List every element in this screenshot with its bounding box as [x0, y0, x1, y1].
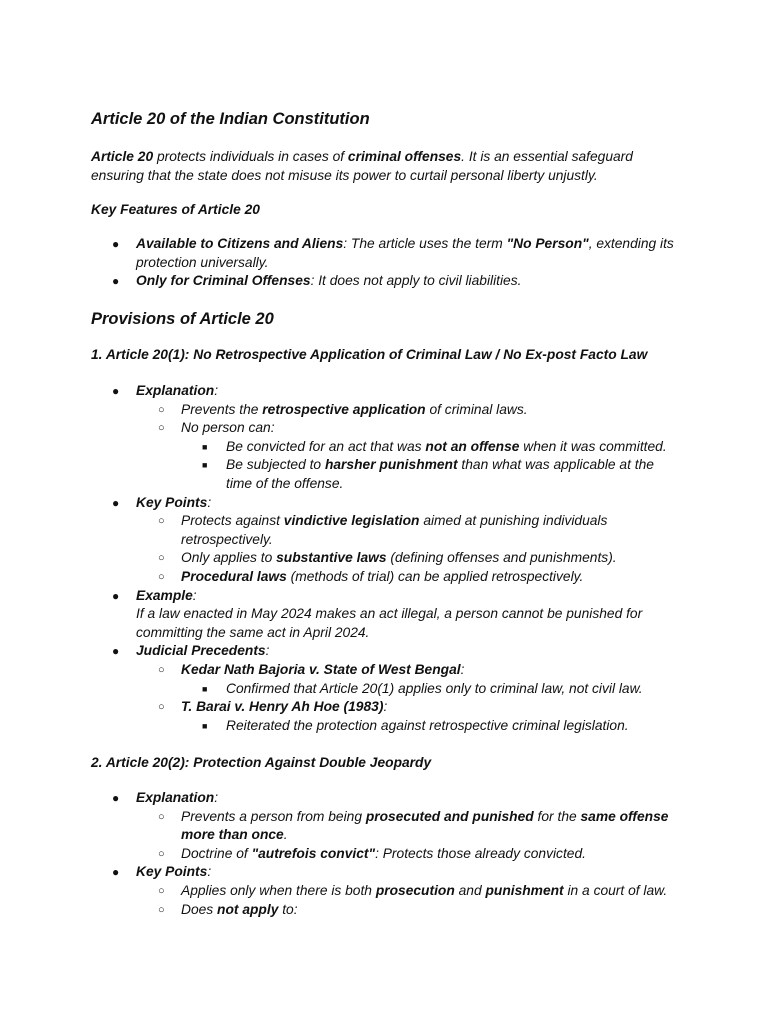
item-bold: punishment [485, 882, 564, 898]
bullet-icon: ● [112, 495, 120, 510]
item-bold: prosecution [375, 882, 455, 898]
list-item [91, 401, 681, 420]
item-text-end: : Protects those already convicted. [375, 845, 586, 861]
circle-bullet-icon: ○ [158, 810, 165, 823]
circle-bullet-icon: ○ [158, 403, 165, 416]
item-text: Applies only when there is both [181, 882, 376, 898]
item-text: and [454, 882, 486, 898]
circle-bullet-icon: ○ [158, 515, 165, 528]
item-bold: harsher punishment [324, 457, 458, 473]
item-text: Prevents a person from being [181, 808, 366, 824]
item-text-end: aimed at punishing individuals retrospectively. [181, 513, 608, 547]
case-name: T. Barai v. Henry Ah Hoe (1983) [181, 699, 384, 715]
list-item [91, 845, 681, 864]
item-text: : The article uses the term [343, 236, 507, 251]
list-item [91, 438, 681, 457]
item-label: Explanation [136, 790, 215, 805]
list-item [91, 235, 681, 272]
colon: : [265, 643, 270, 659]
bullet-icon: ● [112, 588, 120, 603]
item-text: Doctrine of [181, 845, 252, 861]
item-text: Be subjected to [226, 457, 325, 473]
list-item [91, 568, 681, 587]
item-bold: Only for Criminal Offenses [136, 273, 311, 289]
list-item [91, 549, 681, 568]
item-text-end: in a court of law. [563, 882, 668, 898]
item-label: Explanation [136, 383, 215, 398]
square-bullet-icon: ■ [202, 460, 208, 471]
item-text: Does [181, 901, 218, 917]
item-text: Protects against [181, 513, 284, 529]
item-text-end: than what was applicable at the time of the offense. [226, 457, 654, 491]
key-features-list [91, 235, 681, 291]
intro-paragraph [91, 147, 681, 185]
section-1-heading: 1. Article 20(1): No Retrospective Application of Criminal Law / No Ex-post Facto Law [91, 347, 648, 362]
example-text: If a law enacted in May 2024 makes an act illegal, a person cannot be punished for committing the same act in April 2024. [136, 606, 643, 640]
item-bold: prosecuted and punished [365, 808, 534, 824]
circle-bullet-icon: ○ [158, 422, 165, 435]
item-bold: not an offense [425, 438, 520, 454]
item-bold: Procedural laws [181, 568, 287, 584]
item-text-end: to: [278, 901, 298, 917]
list-item [91, 382, 681, 401]
page-title: Article 20 of the Indian Constitution [91, 110, 370, 128]
square-bullet-icon: ■ [202, 720, 208, 731]
item-text: Be convicted for an act that was [226, 438, 426, 454]
circle-bullet-icon: ○ [158, 663, 165, 676]
item-bold: same offense more than once [181, 808, 669, 843]
intro-bold-article: Article 20 [91, 149, 154, 164]
case-note: Confirmed that Article 20(1) applies only to criminal law, not civil law. [226, 680, 643, 696]
circle-bullet-icon: ○ [158, 847, 165, 860]
item-label: Example [136, 587, 193, 603]
item-bold: retrospective application [262, 401, 426, 417]
bullet-icon: ● [112, 384, 120, 398]
list-item [91, 698, 681, 717]
colon: : [207, 494, 212, 510]
list-item [91, 494, 681, 513]
list-item [91, 882, 681, 901]
list-item [91, 717, 681, 736]
item-label: Key Points [136, 864, 208, 880]
colon: : [460, 661, 465, 677]
list-item [91, 661, 681, 680]
item-text: : It does not apply to civil liabilities. [310, 273, 522, 289]
item-text: Only applies to [181, 550, 277, 566]
intro-text-end: . It is an essential safeguard ensuring that the state does not misuse its power to curtail personal liberty unjustly. [91, 149, 633, 183]
circle-bullet-icon: ○ [158, 552, 165, 565]
bullet-icon: ● [112, 274, 120, 289]
bullet-icon: ● [112, 791, 120, 805]
item-label: Judicial Precedents [136, 643, 266, 659]
circle-bullet-icon: ○ [158, 701, 165, 714]
list-item [91, 863, 681, 882]
section-1-list [91, 382, 681, 735]
key-features-heading: Key Features of Article 20 [91, 202, 260, 217]
item-text-end: (defining offenses and punishments). [386, 550, 617, 566]
list-item [91, 272, 681, 291]
item-bold: substantive laws [276, 550, 387, 566]
item-text: for the [533, 808, 581, 824]
item-text: Prevents the [181, 401, 263, 417]
bullet-icon: ● [112, 644, 120, 659]
list-item [91, 680, 681, 699]
bullet-icon: ● [112, 237, 120, 251]
list-item [91, 642, 681, 661]
square-bullet-icon: ■ [202, 683, 208, 694]
case-note: Reiterated the protection against retrospective criminal legislation. [226, 717, 629, 733]
colon: : [383, 699, 388, 715]
list-item [91, 512, 681, 549]
list-item [91, 419, 681, 438]
section-2-list [91, 789, 681, 919]
item-text-end: , extending its protection universally. [136, 236, 674, 270]
case-name: Kedar Nath Bajoria v. State of West Bengal [181, 661, 461, 677]
colon: : [192, 587, 197, 603]
intro-text: protects individuals in cases of [153, 149, 348, 164]
bullet-icon: ● [112, 865, 120, 880]
intro-bold-criminal: criminal offenses [347, 149, 462, 164]
colon: : [214, 383, 219, 398]
item-text-end: of criminal laws. [425, 401, 528, 417]
list-item [91, 587, 681, 643]
list-item [91, 789, 681, 808]
circle-bullet-icon: ○ [158, 884, 165, 897]
item-bold: not apply [217, 901, 279, 917]
circle-bullet-icon: ○ [158, 570, 165, 583]
colon: : [207, 864, 212, 880]
colon: : [214, 790, 219, 805]
item-text-end: when it was committed. [519, 438, 667, 454]
item-bold-quote: "No Person" [506, 236, 589, 251]
list-item [91, 456, 681, 493]
circle-bullet-icon: ○ [158, 903, 165, 916]
item-text: (methods of trial) can be applied retrospectively. [286, 568, 584, 584]
item-bold: "autrefois convict" [251, 845, 376, 861]
list-item [91, 901, 681, 920]
item-text: No person can: [181, 420, 275, 436]
item-text-end: . [283, 827, 288, 843]
section-2-heading: 2. Article 20(2): Protection Against Double Jeopardy [91, 755, 432, 770]
square-bullet-icon: ■ [202, 441, 208, 452]
provisions-heading: Provisions of Article 20 [91, 310, 274, 328]
item-label: Key Points [136, 494, 208, 510]
item-bold: vindictive legislation [283, 513, 420, 529]
item-bold: Available to Citizens and Aliens [136, 236, 344, 251]
list-item [91, 808, 681, 845]
